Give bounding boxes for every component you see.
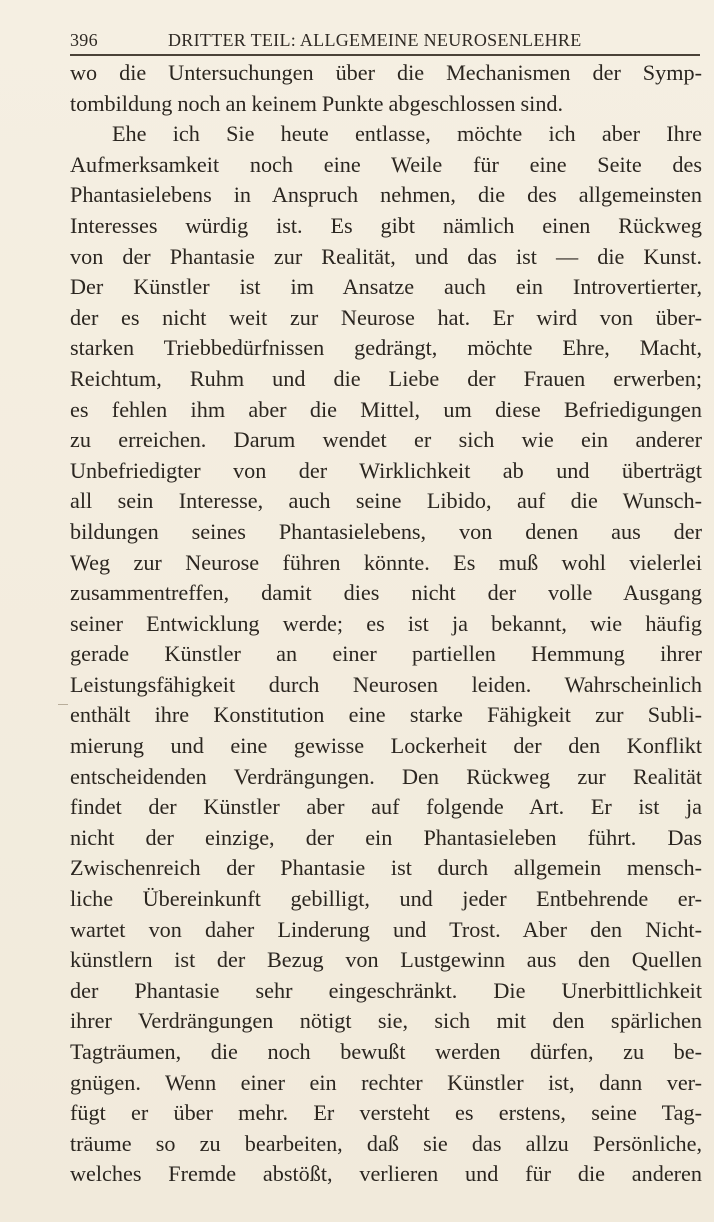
text-line: der es nicht weit zur Neurose hat. Er wird von über- — [70, 304, 702, 330]
text-line: enthält ihre Konstitution eine starke Fähigkeit zur Subli- — [70, 702, 702, 728]
header-rule — [70, 54, 700, 56]
text-line: liche Übereinkunft gebilligt, und jeder Entbehrende er- — [70, 886, 702, 912]
text-line: es fehlen ihm aber die Mittel, um diese Befriedigungen — [70, 396, 702, 422]
text-line: Zwischenreich der Phantasie ist durch allgemein mensch- — [70, 855, 702, 881]
text-line: findet der Künstler aber auf folgende Art. Er ist ja — [70, 794, 702, 820]
text-line: bildungen seines Phantasielebens, von denen aus der — [70, 518, 702, 544]
text-line: träume so zu bearbeiten, daß sie das allzu Persönliche, — [70, 1130, 702, 1156]
text-line: künstlern ist der Bezug von Lustgewinn aus den Quellen — [70, 947, 702, 973]
text-line: seiner Entwicklung werde; es ist ja bekannt, wie häufig — [70, 610, 702, 636]
text-line: Aufmerksamkeit noch eine Weile für eine Seite des — [70, 151, 702, 177]
text-line: nicht der einzige, der ein Phantasieleben führt. Das — [70, 824, 702, 850]
text-line: von der Phantasie zur Realität, und das ist — die Kunst. — [70, 243, 702, 269]
text-line: all sein Interesse, auch seine Libido, auf die Wunsch- — [70, 488, 702, 514]
text-line: Unbefriedigter von der Wirklichkeit ab und überträgt — [70, 457, 702, 483]
text-line: gerade Künstler an einer partiellen Hemmung ihrer — [70, 641, 702, 667]
text-line: Der Künstler ist im Ansatze auch ein Introvertierter, — [70, 274, 702, 300]
text-line: Interesses würdig ist. Es gibt nämlich einen Rückweg — [70, 212, 702, 238]
margin-mark — [58, 704, 68, 705]
text-line: Weg zur Neurose führen könnte. Es muß wohl vielerlei — [70, 549, 702, 575]
text-line: Tagträumen, die noch bewußt werden dürfen, zu be- — [70, 1039, 702, 1064]
text-line: wo die Untersuchungen über die Mechanismen der Symp- — [70, 60, 702, 85]
text-line: tombildung noch an keinem Punkte abgeschlossen sind. — [70, 90, 564, 116]
text-line: Ehe ich Sie heute entlasse, möchte ich aber Ihre — [112, 121, 702, 147]
text-line: gnügen. Wenn einer ein rechter Künstler ist, dann ver- — [70, 1069, 702, 1095]
text-line: zu erreichen. Darum wendet er sich wie ein anderer — [70, 427, 702, 453]
text-line: Reichtum, Ruhm und die Liebe der Frauen erwerben; — [70, 365, 702, 391]
text-line: entscheidenden Verdrängungen. Den Rückweg zur Realität — [70, 763, 702, 789]
text-line: ihrer Verdrängungen nötigt sie, sich mit den spärlichen — [70, 1008, 702, 1034]
page-header — [70, 30, 700, 54]
text-line: fügt er über mehr. Er versteht es erstens, seine Tag- — [70, 1100, 702, 1126]
text-line: welches Fremde abstößt, verlieren und für die anderen — [70, 1161, 702, 1187]
text-line: der Phantasie sehr eingeschränkt. Die Unerbittlichkeit — [70, 977, 702, 1003]
running-head: DRITTER TEIL: ALLGEMEINE NEUROSENLEHRE — [168, 30, 582, 50]
text-line: mierung und eine gewisse Lockerheit der den Konflikt — [70, 733, 702, 759]
text-line: starken Triebbedürfnissen gedrängt, möchte Ehre, Macht, — [70, 335, 702, 361]
text-line: Leistungsfähigkeit durch Neurosen leiden. Wahrscheinlich — [70, 671, 702, 697]
text-line: wartet von daher Linderung und Trost. Aber den Nicht- — [70, 916, 702, 942]
body-text — [70, 58, 702, 1190]
page-number: 396 — [70, 30, 98, 50]
text-line: zusammentreffen, damit dies nicht der volle Ausgang — [70, 580, 702, 606]
text-line: Phantasielebens in Anspruch nehmen, die des allgemeinsten — [70, 182, 702, 208]
